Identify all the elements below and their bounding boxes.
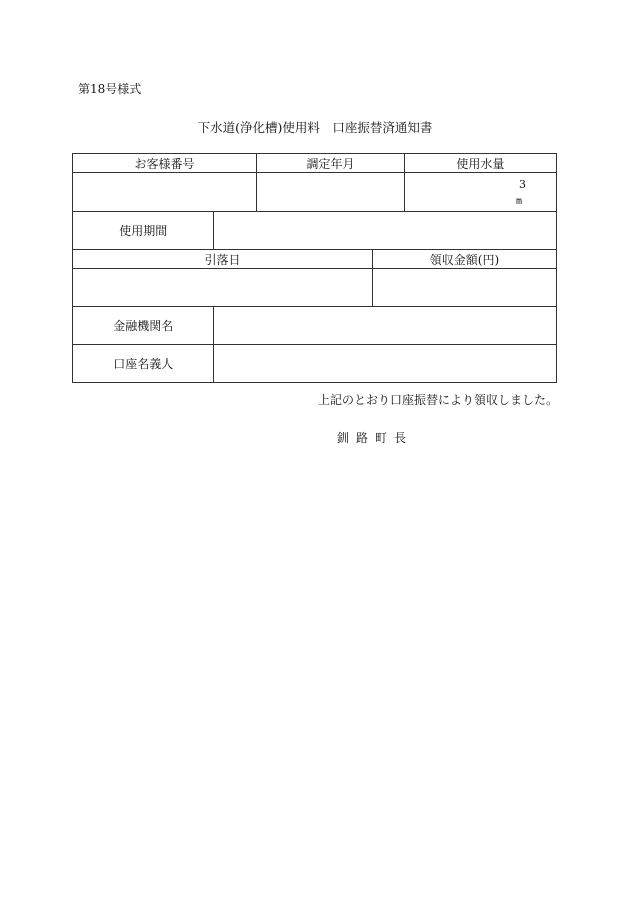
bank-name-value [214,307,557,345]
assessment-month-value [257,173,405,212]
assessment-month-header: 調定年月 [257,154,405,173]
closing-statement: 上記のとおり口座振替により領収しました。 [318,393,559,407]
header-row-2 [73,250,557,269]
account-holder-label: 口座名義人 [73,345,214,383]
amount-header: 領収金額(円) [372,250,556,269]
usage-period-row [73,212,557,250]
issuer-name: 釧路町長 [337,431,414,445]
water-usage-header: 使用水量 [404,154,556,173]
bank-name-row [73,307,557,345]
header-row-1 [73,154,557,173]
usage-period-value [214,212,557,250]
form-number: 第18号様式 [78,82,142,96]
value-row-1 [73,173,557,212]
document-title: 下水道(浄化槽)使用料 口座振替済通知書 [197,120,433,135]
water-usage-cell [404,173,556,212]
customer-number-value [73,173,257,212]
debit-date-value [73,269,373,307]
water-usage-value: 3 [519,178,526,191]
notice-table [72,153,557,383]
usage-period-label: 使用期間 [73,212,214,250]
water-usage-unit: m [515,196,522,207]
debit-date-header: 引落日 [73,250,373,269]
amount-value [372,269,556,307]
value-row-2 [73,269,557,307]
account-holder-value [214,345,557,383]
bank-name-label: 金融機関名 [73,307,214,345]
account-holder-row [73,345,557,383]
customer-number-header: お客様番号 [73,154,257,173]
